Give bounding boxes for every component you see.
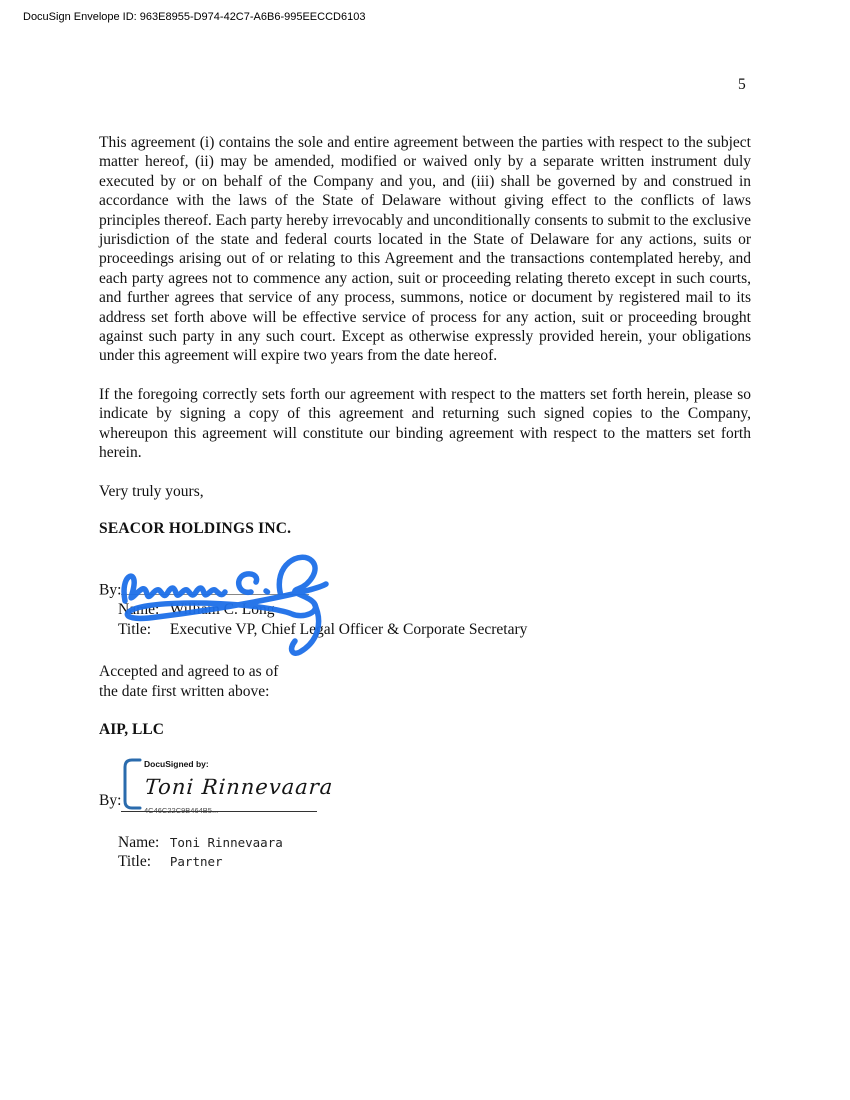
page-number: 5 xyxy=(738,76,746,93)
aip-signer-details xyxy=(99,833,751,872)
docusign-script-signature: Toni Rinnevaara xyxy=(144,775,335,800)
signature-block-seacor xyxy=(99,579,751,639)
signature-block-aip xyxy=(99,755,751,829)
document-body xyxy=(99,133,751,872)
paragraph-governing-law: This agreement (i) contains the sole and entire agreement between the parties with respect to the subject matter hereof, (ii) may be amended, modified or waived only by a separate written instrument duly executed by or on behalf of the Company and you, and (iii) shall be governed by and construed in accordance with the laws of the State of Delaware without giving effect to the conflicts of laws principles thereof. Each party hereby irrevocably and unconditionally consents to submit to the exclusive jurisdiction of the state and federal courts located in the State of Delaware for any actions, suits or proceedings arising out of or relating to this Agreement and the transactions contemplated hereby, and each party agrees not to commence any action, suit or proceeding relating thereto except in such courts, and further agrees that service of any process, summons, notice or document by registered mail to its address set forth above will be effective service of process for any action, suit or proceeding brought against such party in any such court. Except as otherwise expressly provided herein, your obligations under this agreement will expire two years from the date hereof. xyxy=(99,134,751,365)
acceptance-line-1: Accepted and agreed to as of xyxy=(99,663,279,681)
docusign-signature-id: 4C46C22C9B464B5... xyxy=(144,806,219,816)
name-label: Name: xyxy=(118,601,160,619)
title-row xyxy=(99,620,751,639)
paragraph-acceptance-request: If the foregoing correctly sets forth our agreement with respect to the matters set forth herein, please so indicate by signing a copy of this agreement and returning such signed copies to the Company, whereupon this agreement will constitute our binding agreement with respect to the matters set forth herein. xyxy=(99,385,751,462)
signer-title: Executive VP, Chief Legal Officer & Corporate Secretary xyxy=(169,620,528,638)
title-row xyxy=(99,852,751,871)
signature-line xyxy=(121,579,309,595)
company-name-aip: AIP, LLC xyxy=(99,721,164,739)
signer-name: Toni Rinnevaara xyxy=(169,834,283,850)
name-label: Name: xyxy=(118,833,160,851)
by-label: By: xyxy=(99,791,122,809)
closing-salutation: Very truly yours, xyxy=(99,482,204,500)
docusigned-by-label: DocuSigned by: xyxy=(144,758,209,769)
acceptance-statement xyxy=(99,662,751,701)
company-name-seacor: SEACOR HOLDINGS INC. xyxy=(99,519,292,537)
by-row xyxy=(99,579,751,600)
title-label: Title: xyxy=(118,853,152,871)
docusign-envelope-id: DocuSign Envelope ID: 963E8955-D974-42C7-A6B6-995EECCD6103 xyxy=(23,11,366,23)
acceptance-line-2: the date first written above: xyxy=(99,682,270,700)
docusign-bracket-icon xyxy=(122,757,142,811)
title-label: Title: xyxy=(118,620,152,638)
signature-line xyxy=(121,811,317,812)
signer-title: Partner xyxy=(169,854,223,870)
name-row xyxy=(99,600,751,619)
signer-name: William C. Long xyxy=(169,601,275,619)
by-label: By: xyxy=(99,582,122,600)
name-row xyxy=(99,833,751,852)
